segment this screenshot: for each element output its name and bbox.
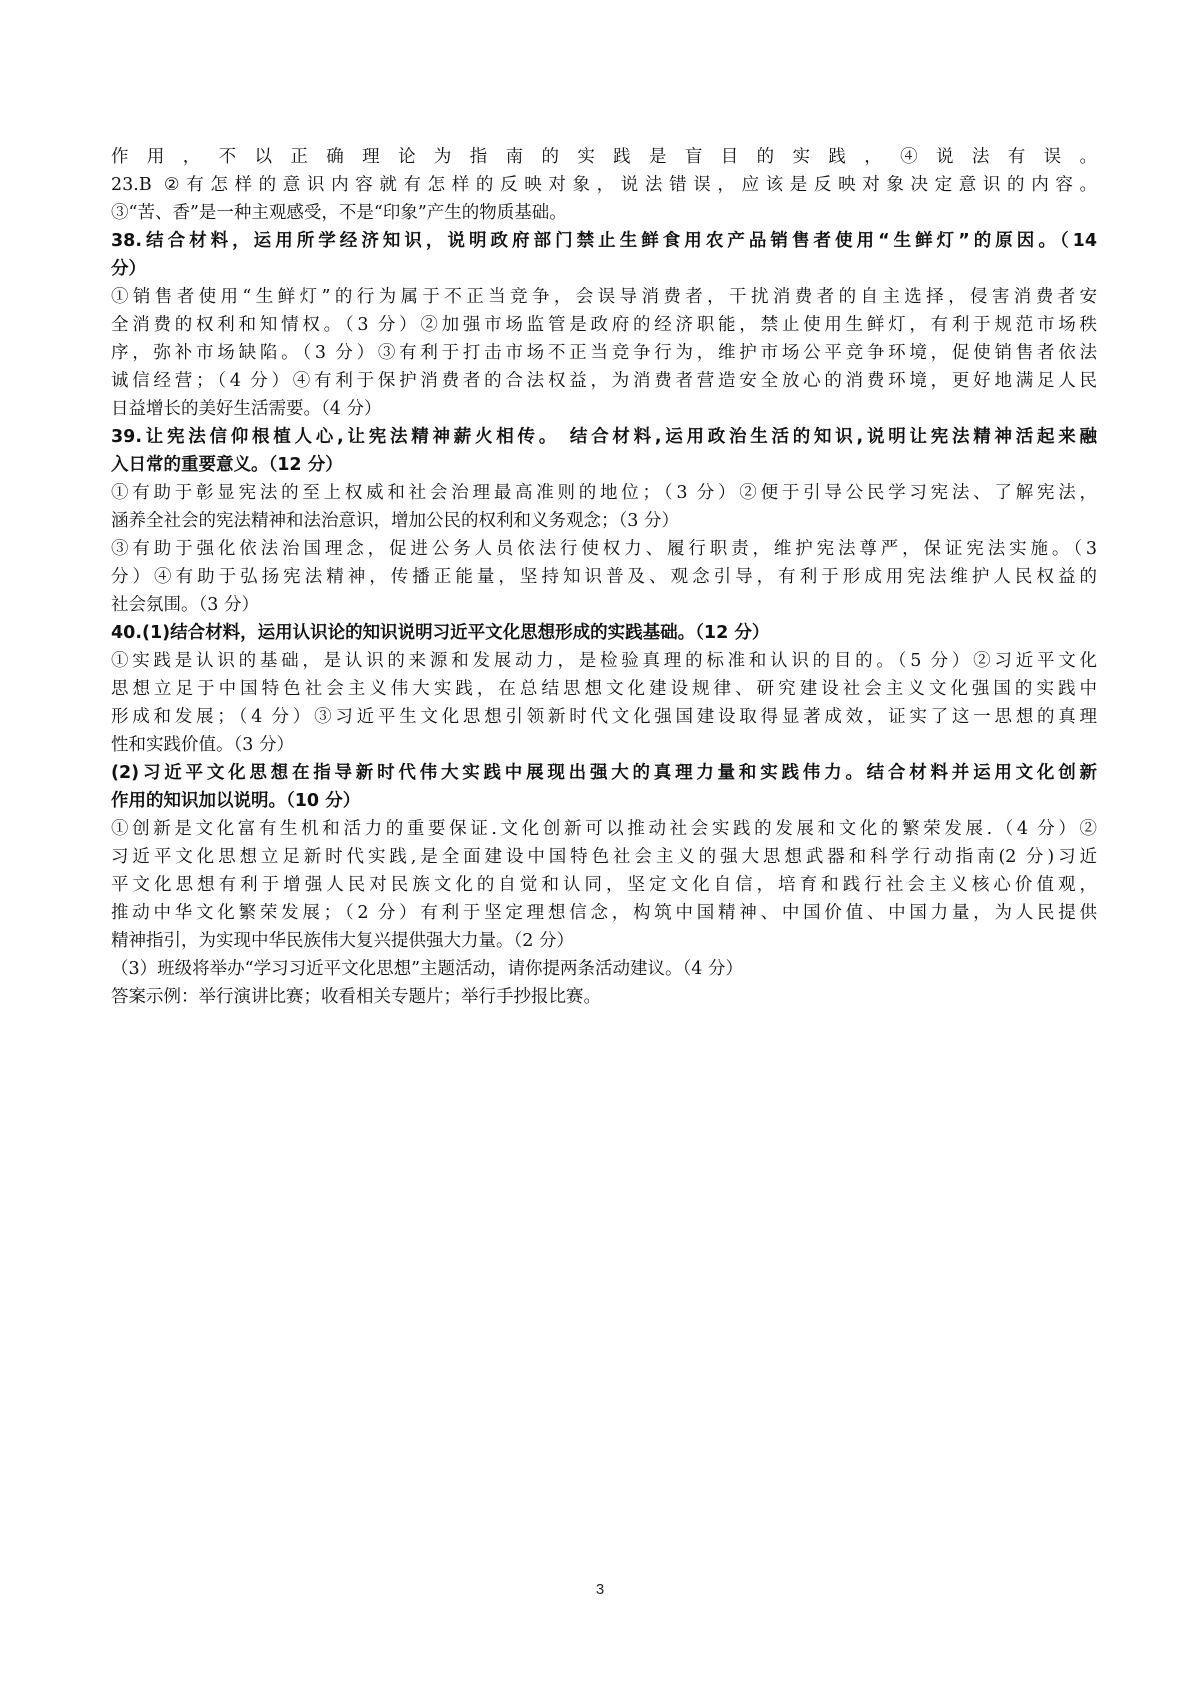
answer-line: ③“苦、香”是一种主观感受，不是“印象”产生的物质基础。 bbox=[111, 203, 567, 223]
answer-line: ①实践是认识的基础，是认识的来源和发展动力，是检验真理的标准和认识的目的。（5 分）②习近平文化 bbox=[111, 651, 1097, 671]
answer-line: 序，弥补市场缺陷。（3 分）③有利于打击市场不正当竞争行为，维护市场公平竞争环境，促使销售者依法 bbox=[111, 343, 1097, 363]
answer-line: 平文化思想有利于增强人民对民族文化的自觉和认同，坚定文化自信，培育和践行社会主义核心价值观， bbox=[111, 875, 1097, 895]
answer-line: 推动中华文化繁荣发展；（2 分）有利于坚定理想信念，构筑中国精神、中国价值、中国力量，为人民提供 bbox=[111, 903, 1097, 923]
answer-line: 形成和发展；（4 分）③习近平生文化思想引领新时代文化强国建设取得显著成效，证实了这一思想的真理 bbox=[111, 707, 1097, 727]
question-line: 入日常的重要意义。（12 分） bbox=[111, 455, 343, 475]
answer-line: 习近平文化思想立足新时代实践,是全面建设中国特色社会主义的强大思想武器和科学行动指南(2 分)习近 bbox=[111, 847, 1097, 867]
answer-line: 精神指引，为实现中华民族伟大复兴提供强大力量。（2 分） bbox=[111, 931, 574, 951]
answer-line: 社会氛围。（3 分） bbox=[111, 595, 259, 615]
answer-line: 分）④有助于弘扬宪法精神，传播正能量，坚持知识普及、观念引导，有利于形成用宪法维护人民权益的 bbox=[111, 567, 1097, 587]
question-line: (2)习近平文化思想在指导新时代伟大实践中展现出强大的真理力量和实践伟力。结合材料并运用文化创新 bbox=[111, 763, 1097, 783]
question-line: 40.(1)结合材料，运用认识论的知识说明习近平文化思想形成的实践基础。（12 分） bbox=[111, 623, 770, 643]
answer-line: 23.B ②有怎样的意识内容就有怎样的反映对象，说法错误，应该是反映对象决定意识的内容。 bbox=[111, 175, 1097, 195]
question-line: 38.结合材料，运用所学经济知识，说明政府部门禁止生鲜食用农产品销售者使用“生鲜灯”的原因。（14 bbox=[111, 231, 1097, 251]
answer-line: 性和实践价值。（3 分） bbox=[111, 735, 294, 755]
answer-line: 作用，不以正确理论为指南的实践是盲目的实践，④说法有误。 bbox=[111, 147, 1097, 167]
question-line: 分） bbox=[111, 259, 146, 279]
answer-line: 思想立足于中国特色社会主义伟大实践，在总结思想文化建设规律、研究建设社会主义文化强国的实践中 bbox=[111, 679, 1097, 699]
answer-line: 日益增长的美好生活需要。（4 分） bbox=[111, 399, 382, 419]
answer-line: ③有助于强化依法治国理念，促进公务人员依法行使权力、履行职责，维护宪法尊严，保证宪法实施。（3 bbox=[111, 539, 1097, 559]
page-number: 3 bbox=[595, 1581, 605, 1598]
answer-line: 答案示例：举行演讲比赛；收看相关专题片；举行手抄报比赛。 bbox=[111, 987, 601, 1007]
answer-line: ①创新是文化富有生机和活力的重要保证.文化创新可以推动社会实践的发展和文化的繁荣发展.（4 分）② bbox=[111, 819, 1097, 839]
answer-line: 全消费的权利和知情权。（3 分）②加强市场监管是政府的经济职能，禁止使用生鲜灯，有利于规范市场秩 bbox=[111, 315, 1097, 335]
answer-line: 诚信经营；（4 分）④有利于保护消费者的合法权益，为消费者营造安全放心的消费环境，更好地满足人民 bbox=[111, 371, 1097, 391]
page-content bbox=[111, 143, 1097, 1011]
answer-line: ①有助于彰显宪法的至上权威和社会治理最高准则的地位；（3 分）②便于引导公民学习宪法、了解宪法， bbox=[111, 483, 1097, 503]
answer-line: ①销售者使用“生鲜灯”的行为属于不正当竞争，会误导消费者，干扰消费者的自主选择，侵害消费者安 bbox=[111, 287, 1097, 307]
question-line: 39.让宪法信仰根植人心,让宪法精神薪火相传。 结合材料,运用政治生活的知识,说明让宪法精神活起来融 bbox=[111, 427, 1097, 447]
answer-line: （3）班级将举办“学习习近平文化思想”主题活动，请你提两条活动建议。（4 分） bbox=[111, 959, 743, 979]
question-line: 作用的知识加以说明。（10 分） bbox=[111, 791, 361, 811]
answer-line: 涵养全社会的宪法精神和法治意识，增加公民的权利和义务观念；（3 分） bbox=[111, 511, 679, 531]
